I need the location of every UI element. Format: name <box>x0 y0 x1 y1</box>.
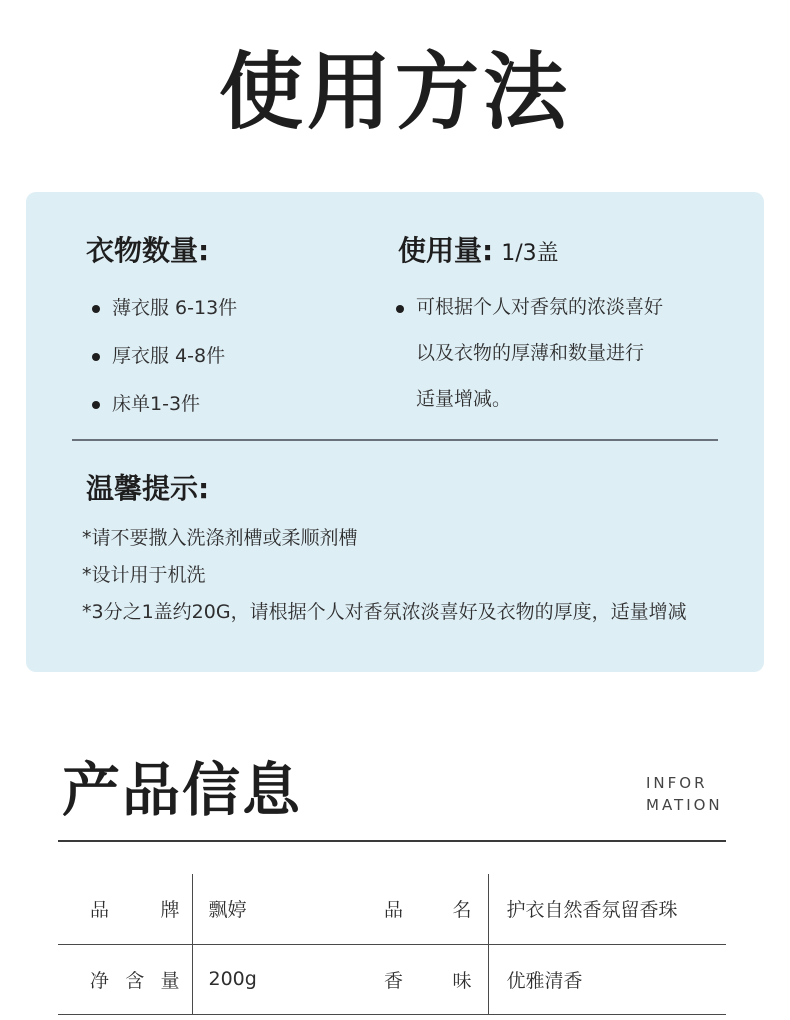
product-name-value: 护衣自然香氛留香珠 <box>488 874 726 944</box>
subtitle-line: MATION <box>646 796 723 814</box>
product-info-rule <box>58 840 726 842</box>
scent-label: 香味 <box>368 944 488 1014</box>
tip-item: *设计用于机洗 <box>82 564 206 586</box>
tips-list <box>82 520 687 631</box>
table-row <box>58 874 726 944</box>
dosage-heading <box>398 234 559 271</box>
product-info-subtitle <box>646 772 723 816</box>
net-content-label: 净含量 <box>58 944 192 1014</box>
product-info-table <box>58 874 726 1015</box>
tips-heading: 温馨提示: <box>86 472 210 505</box>
tip-item: *3分之1盖约20G，请根据个人对香氛浓淡喜好及衣物的厚度，适量增减 <box>82 601 687 623</box>
dosage-note-line: 以及衣物的厚薄和数量进行 <box>416 342 645 364</box>
clothing-quantity-list <box>90 284 237 428</box>
table-row <box>58 944 726 1014</box>
dosage-note-line: 适量增减。 <box>416 388 512 410</box>
dosage-heading-label: 使用量: <box>398 234 494 267</box>
scent-value: 优雅清香 <box>488 944 726 1014</box>
net-content-value: 200g <box>192 944 368 1014</box>
product-info-title: 产品信息 <box>62 756 303 824</box>
usage-panel <box>26 192 764 672</box>
list-item: 床单1-3件 <box>90 380 237 428</box>
dosage-amount: 1/3盖 <box>501 241 559 266</box>
tip-item: *请不要撒入洗涤剂槽或柔顺剂槽 <box>82 527 358 549</box>
usage-title: 使用方法 <box>218 43 571 141</box>
dosage-note-line: 可根据个人对香氛的浓淡喜好 <box>394 284 734 330</box>
product-name-label: 品名 <box>368 874 488 944</box>
subtitle-line: INFOR <box>646 774 708 792</box>
list-item: 薄衣服 6-13件 <box>90 284 237 332</box>
brand-label: 品牌 <box>58 874 192 944</box>
list-item: 厚衣服 4-8件 <box>90 332 237 380</box>
clothing-quantity-heading: 衣物数量: <box>86 234 210 267</box>
brand-value: 飘婷 <box>192 874 368 944</box>
panel-divider <box>72 439 718 441</box>
dosage-note <box>394 284 734 422</box>
